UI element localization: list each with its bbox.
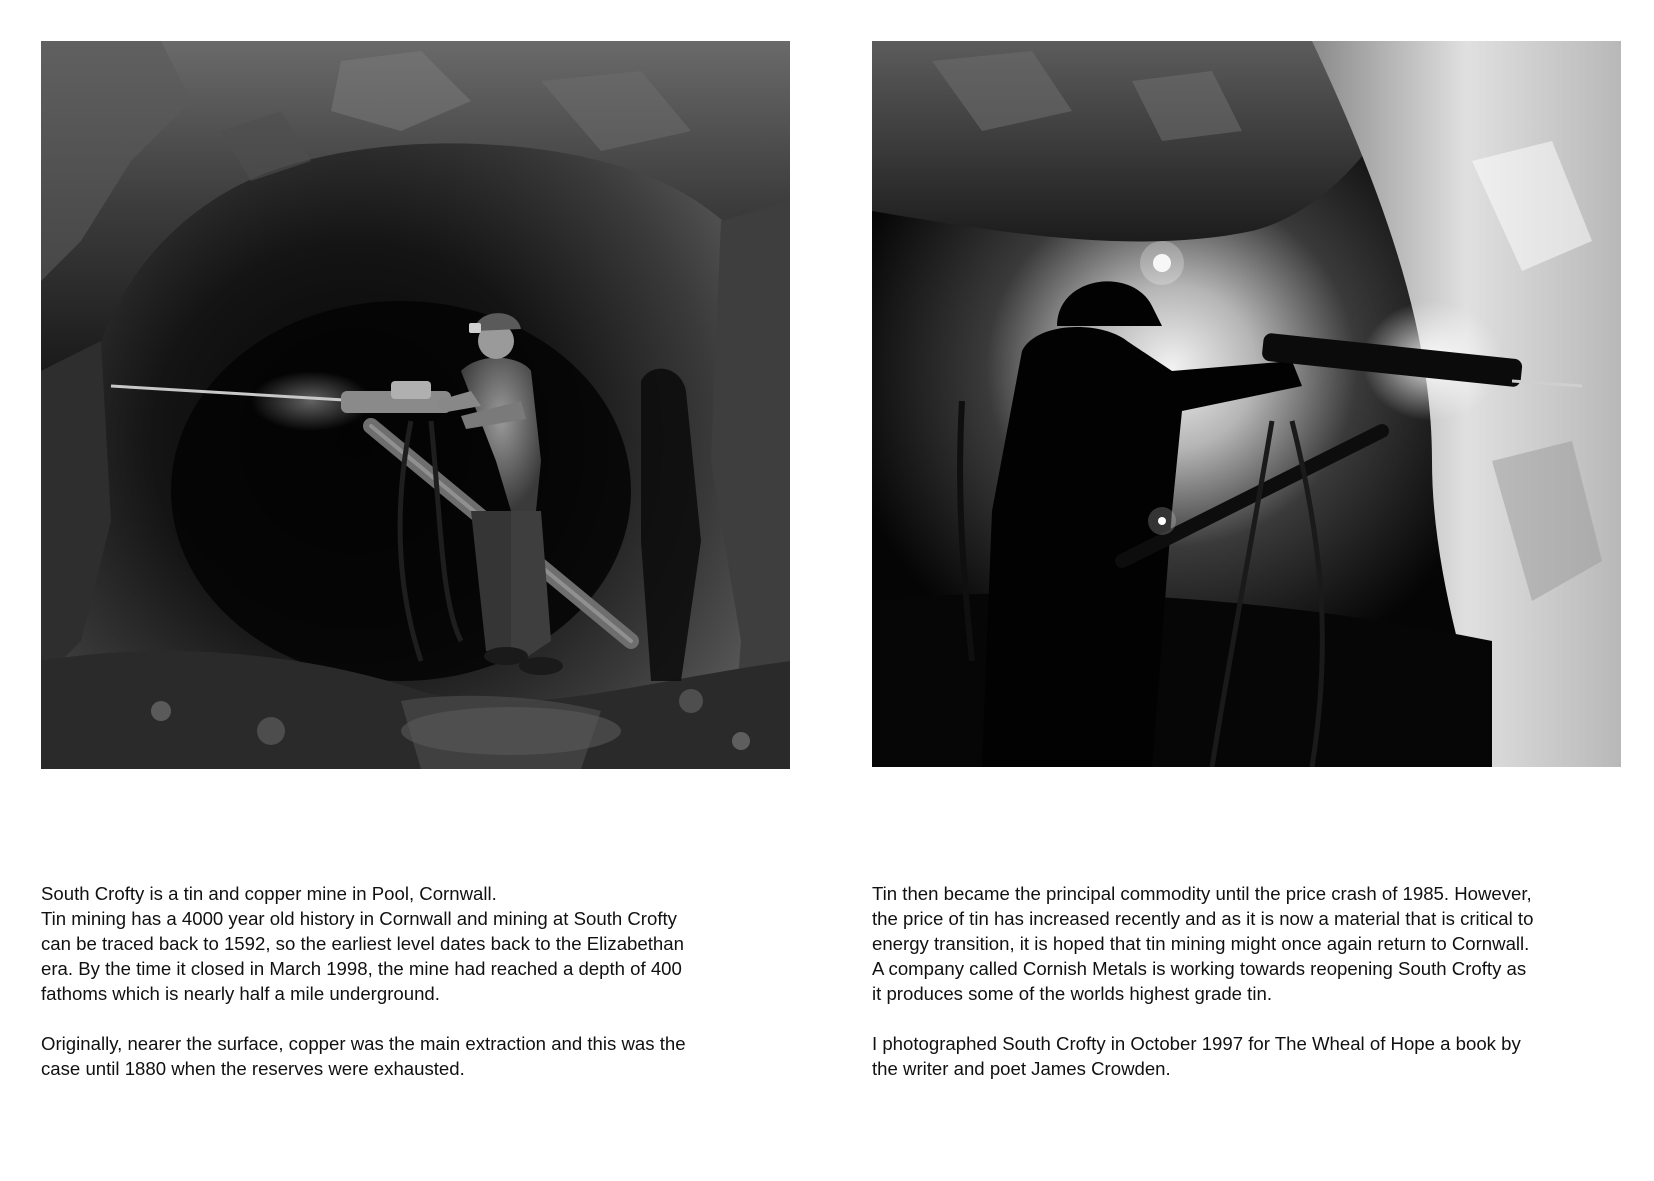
- photo-miner-drilling: [41, 41, 790, 769]
- right-paragraph-1: Tin then became the principal commodity until the price crash of 1985. However, the price of tin has increased recently and as it is now a material that is critical to energy transition, it is hoped that tin mining might once again return to Cornwall. A company called Cornish Metals is working towards reopening South Crofty as it produces some of the worlds highest grade tin.: [872, 883, 1534, 1004]
- left-paragraph-1: South Crofty is a tin and copper mine in Pool, Cornwall. Tin mining has a 4000 year old history in Cornwall and mining at South Crofty can be traced back to 1592, so the earliest level dates back to the Elizabethan era. By the time it closed in March 1998, the mine had reached a depth of 400 fathoms which is nearly half a mile underground.: [41, 883, 684, 1004]
- miner-drilling-icon: [41, 41, 790, 769]
- photo-silhouetted-miner: [872, 41, 1621, 767]
- right-paragraph-2: I photographed South Crofty in October 1997 for The Wheal of Hope a book by the writer and poet James Crowden.: [872, 1033, 1521, 1079]
- silhouetted-miner-icon: [872, 41, 1621, 767]
- right-page-text: [872, 881, 1612, 1106]
- left-paragraph-2: Originally, nearer the surface, copper was the main extraction and this was the case until 1880 when the reserves were exhausted.: [41, 1033, 686, 1079]
- left-page-text: [41, 881, 781, 1106]
